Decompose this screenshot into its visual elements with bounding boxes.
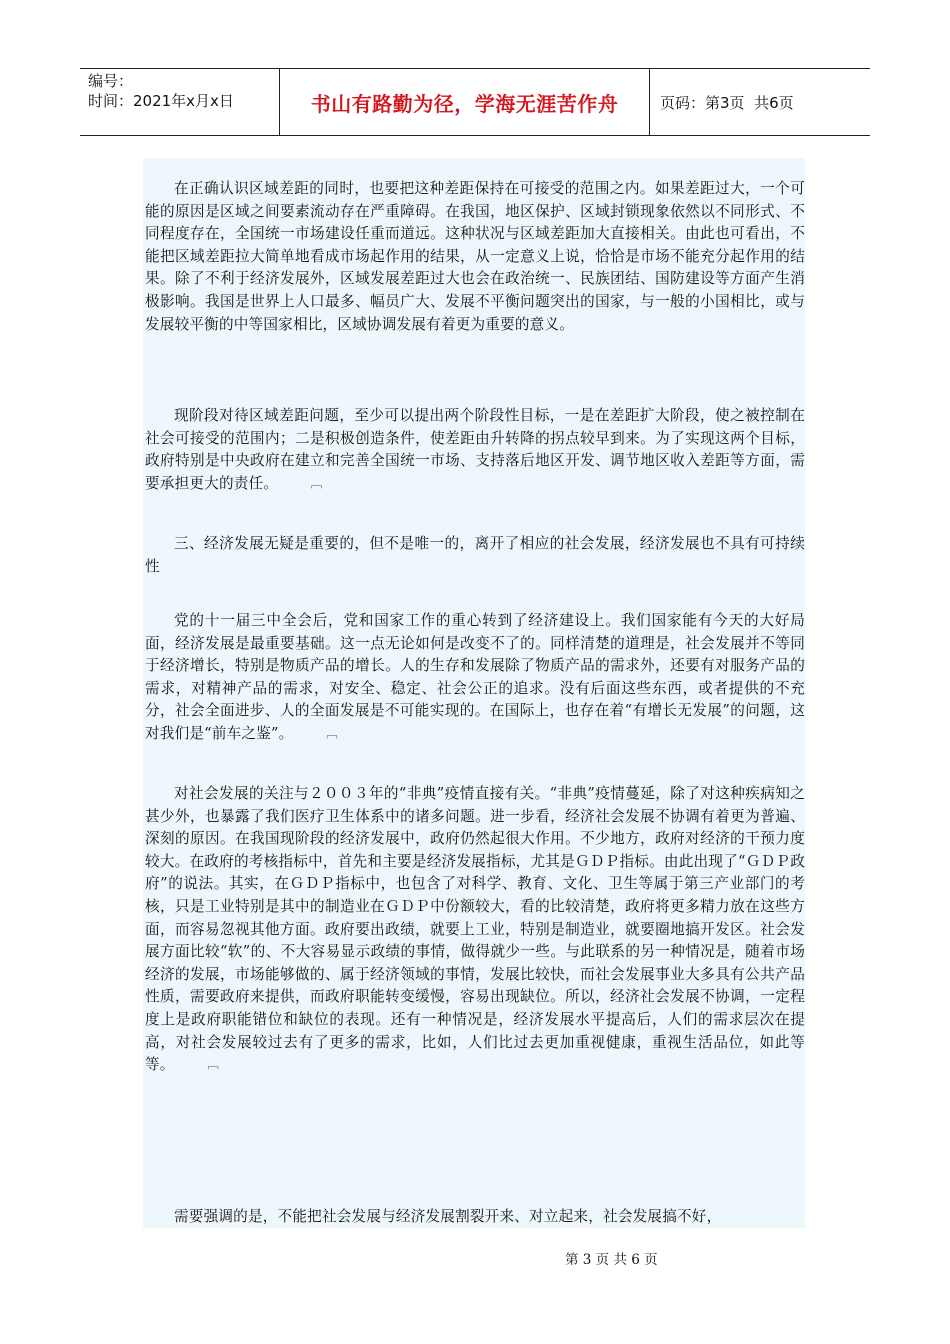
paragraph-3-text: 党的十一届三中全会后，党和国家工作的重心转到了经济建设上。我们国家能有今天的大好局面，经济发展是最重要基础。这一点无论如何是改变不了的。同样清楚的道理是，社会发展并不等同于经济增长，特别是物质产品的增长。人的生存和发展除了物质产品的需求外，还要有对服务产品的需求，对精神产品的需求，对安全、稳定、社会公正的追求。没有后面这些东西，或者提供的不充分，社会全面进步、人的全面发展是不可能实现的。在国际上，也存在着“有增长无发展”的问题，这对我们是“前车之鉴”。 xyxy=(145,612,805,742)
paragraph-5 xyxy=(145,1206,805,1229)
paragraph-2-text: 现阶段对待区域差距问题，至少可以提出两个阶段性目标，一是在差距扩大阶段，使之被控制在社会可接受的范围内；二是积极创造条件，使差距由升转降的拐点较早到来。为了实现这两个目标，政府特别是中央政府在建立和完善全国统一市场、支持落后地区开发、调节地区收入差距等方面，需要承担更大的责任。 xyxy=(145,407,805,492)
header-page-info xyxy=(650,69,870,135)
paragraph-1-text: 在正确认识区域差距的同时，也要把这种差距保持在可接受的范围之内。如果差距过大，一个可能的原因是区域之间要素流动存在严重障碍。在我国，地区保护、区域封锁现象依然以不同形式、不同程度存在，全国统一市场建设任重而道远。这种状况与区域差距加大直接相关。由此也可看出，不能把区域差距拉大简单地看成市场起作用的结果，从一定意义上说，恰恰是市场不能充分起作用的结果。除了不利于经济发展外，区域发展差距过大也会在政治统一、民族团结、国防建设等方面产生消极影响。我国是世界上人口最多、幅员广大、发展不平衡问题突出的国家，与一般的小国相比，或与发展较平衡的中等国家相比，区域协调发展有着更为重要的意义。 xyxy=(145,180,805,333)
section-heading xyxy=(145,533,805,578)
paragraph-2 xyxy=(145,405,805,495)
paragraph-mark-icon: ﹇ xyxy=(311,476,323,490)
date-line: 时间：2021年x月x日 xyxy=(88,92,234,110)
paragraph-4-text: 对社会发展的关注与２００３年的“非典”疫情直接有关。“非典”疫情蔓延，除了对这种疾病知之甚少外，也暴露了我们医疗卫生体系中的诸多问题。进一步看，经济社会发展不协调有着更为普遍、深刻的原因。在我国现阶段的经济发展中，政府仍然起很大作用。不少地方，政府对经济的干预力度较大。在政府的考核指标中，首先和主要是经济发展指标，尤其是ＧＤＰ指标。由此出现了“ＧＤＰ政府”的说法。其实，在ＧＤＰ指标中，也包含了对科学、教育、文化、卫生等属于第三产业部门的考核，只是工业特别是其中的制造业在ＧＤＰ中份额较大，看的比较清楚，政府将更多精力放在这些方面，而容易忽视其他方面。政府要出政绩，就要上工业，特别是制造业，就要圈地搞开发区。社会发展方面比较“软”的、不大容易显示政绩的事情，做得就少一些。与此联系的另一种情况是，随着市场经济的发展，市场能够做的、属于经济领域的事情，发展比较快，而社会发展事业大多具有公共产品性质，需要政府来提供，而政府职能转变缓慢，容易出现缺位。所以，经济社会发展不协调，一定程度上是政府职能错位和缺位的表现。还有一种情况是，经济发展水平提高后，人们的需求层次在提高，对社会发展较过去有了更多的需求，比如，人们比过去更加重视健康，重视生活品位，如此等等。 xyxy=(145,785,805,1074)
number-label: 编号： xyxy=(88,72,134,90)
paragraph-1 xyxy=(145,178,805,336)
paragraph-4 xyxy=(145,783,805,1077)
section-heading-text: 三、经济发展无疑是重要的，但不是唯一的，离开了相应的社会发展，经济发展也不具有可持续性 xyxy=(145,535,805,575)
paragraph-mark-icon: ﹇ xyxy=(207,1058,219,1072)
header-motto: 书山有路勤为径，学海无涯苦作舟 xyxy=(280,69,650,135)
header-meta xyxy=(80,69,280,135)
paragraph-3 xyxy=(145,610,805,746)
page-info-text: 页码：第3页 共6页 xyxy=(660,93,794,112)
page-header xyxy=(80,68,870,136)
page-footer: 第 3 页 共 6 页 xyxy=(565,1252,658,1268)
paragraph-mark-icon: ﹇ xyxy=(326,726,338,740)
paragraph-5-text: 需要强调的是，不能把社会发展与经济发展割裂开来、对立起来，社会发展搞不好， xyxy=(174,1208,722,1225)
